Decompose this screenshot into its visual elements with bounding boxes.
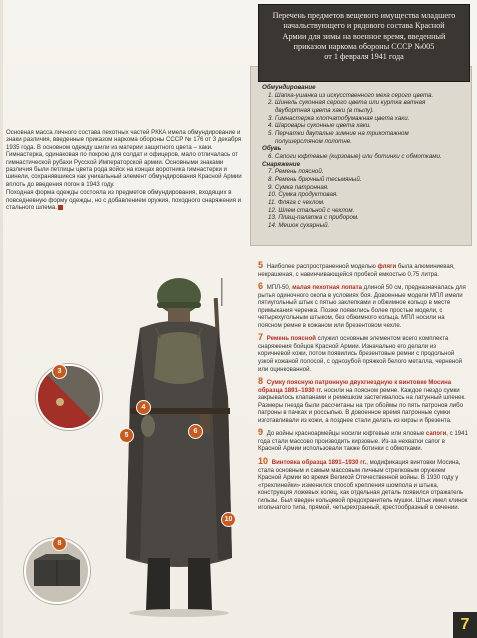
note-text: служил основным элементом всего комплекта снаряжения бойцов Красной Армии. Изначально его делали из коричневой кожи, потом появились брезентовые ремни с продольной узкой кожаной полосой, с однозубой пряжкой белого металла, черненой или оцинкованной. [258,336,463,373]
note-highlight: фляги [377,264,397,270]
note-highlight: Винтовка образца 1891–1930 гг. [271,460,367,467]
page-edge [0,0,3,638]
header-line: Перечень предметов вещевого имущества младшего [272,11,456,20]
note-item [258,429,468,454]
end-square-icon [58,205,63,210]
intro-paragraph-text: Походная форма одежды состояла из предметов обмундирования, входящих в повседневную форму одежды, но с добавлением оружия, походного снаряжения и стального шлема. [6,189,242,212]
list-item: 7. Ремень поясной. [268,168,324,176]
header-line: приказом наркома обороны СССР №005 [293,41,435,51]
list-item: двубортная цвета хаки (в тылу). [275,106,374,114]
collar-tab-inset [36,364,102,430]
note-number: 9 [258,427,264,438]
section-heading: Обмундирование [262,84,316,91]
list-item: 6. Сапоги юфтевые (кирзовые) или ботинки с обмотками. [268,152,442,160]
header-title-box [258,4,470,82]
section-heading: Снаряжение [262,160,301,168]
note-text: , с 1941 года стали массово производить кирзовые. Из-за нехватки сапог в Красной Армии использовали также ботинки с обмотками. [258,431,468,453]
page-number: 7 [453,612,477,638]
note-text: носили на поясном ремне. Каждое гнездо сумки закрывалось клапанами и ремешком застегивалось на латунный шпенек. Размеры гнезда были рассчитаны на три обоймы по пять патронов либо патроны в пачках и россыпью. В довоенное время патронные сумки изготавливали из кожи, а позднее стали делать из кирзы и брезента. [258,387,466,424]
list-item: 9. Сумка патронная. [268,183,329,191]
header-line: от 1 февраля 1941 года [324,52,404,62]
note-item [258,283,468,330]
header-line: начальствующего и рядового состава Красной [283,21,445,31]
list-item: 3. Гимнастерка хлопчатобумажная цвета хаки. [268,114,410,122]
note-text: , модификация винтовки Мосина, стала основным и самым массовым личным стрелковым оружием Красной Армии во время Великой Отечественной войны. В 1930 году у «трехлинейки» изменился способ крепления шомпола и штыка, конструкция ложевых колец, как отдельная деталь появился отражатель гильзы. Был введен кольцевой предохранитель мушки. Штык имел клинок игольчатого типа, прямой, четырехгранный, крестообразный в сечении. [258,460,468,512]
figure-label-badge: 5 [119,428,134,443]
list-item: 1. Шапка-ушанка из искусственного меха серого цвета. [268,91,434,99]
note-number: 6 [258,281,264,292]
list-item: 4. Шаровары суконные цвета хаки. [268,122,371,130]
note-highlight: Ремень поясной [266,336,316,343]
note-number: 10 [258,456,269,467]
list-item: 8. Ремень брючный тесьмяный. [268,175,362,183]
inset-label-badge: 8 [52,536,67,551]
note-item [258,458,468,513]
equipment-list-text [262,84,468,229]
note-item [258,262,468,279]
note-text: длиной 50 см, предназначалась для рытья одиночного окопа в условиях боя. Довоенные модели МПЛ имели пятиугольный штык с пятью заклепками и обжимное кольцо в месте примыкания черенка. Позже появились более простые модели, с четырехугольным штыком, без обжимного кольца. МПЛ носили на поясном ремне в кожаном или брезентовом чехле. [258,285,466,329]
list-item: полушерстяном полотне. [275,137,352,145]
item-notes [258,262,468,517]
intro-text [6,129,242,212]
note-item [258,378,468,425]
figure-label-badge: 10 [221,512,236,527]
soldier-illustration [100,258,258,618]
list-item: 13. Плащ-палатка с прибором. [268,214,359,222]
figure-label-badge: 6 [188,424,203,439]
list-item: 14. Мешок сухарный. [268,221,330,229]
note-highlight: сапоги [425,431,447,438]
note-text: До войны красноармейцы носили юфтевые или яловые [265,431,426,438]
section-heading: Обувь [262,145,282,153]
note-highlight: малая пехотная лопата [292,285,362,292]
list-item: 10. Сумка продуктовая. [268,191,338,199]
list-item: 5. Перчатки двупалые зимние на трикотажном [268,129,409,137]
collar-tab-graphic [38,366,100,428]
list-item: 2. Шинель суконная серого цвета или куртка ватная [268,99,426,107]
note-text: МПЛ-50, [265,285,293,292]
note-highlight: Сумку поясную патронную двухгнездную к винтовке Мосина образца 1891–1930 гг. [258,380,452,394]
note-number: 8 [258,376,264,387]
intro-paragraph [6,189,242,211]
note-number: 5 [258,260,264,270]
list-item: 11. Фляга с чехлом. [268,198,325,206]
inset-label-badge: 3 [52,364,67,379]
list-item: 12. Шлем стальной с чехлом. [268,206,355,214]
figure-label-badge: 4 [136,400,151,415]
note-item [258,334,468,374]
note-number: 7 [258,332,264,343]
header-line: Армии для зимы на военное время, введенный [282,31,446,41]
intro-paragraph: Основная масса личного состава пехотных частей РККА имела обмундирование и знаки различия, введенные приказом наркома обороны СССР № 176 от 3 декабря 1935 года. В основном одежду шили из материи защитного цвета – хаки. Гимнастерка, одинаковая по покрою для солдат и офицеров, мало отличалась от гимнастической рубахи Русской Императорской армии. Основными знаками различия были петлицы цвета рода войск на концах воротника гимнастерки и шинели, сохранявшиеся как уникальный элемент обмундирования Красной Армии вплоть до введения погон в 1943 году. [6,129,242,188]
note-text: Наиболее распространенной моделью [265,264,378,270]
note-text: была алюминиевая, некрашеная, с навинчивающейся пробкой емкостью 0,75 литра. [258,264,455,278]
